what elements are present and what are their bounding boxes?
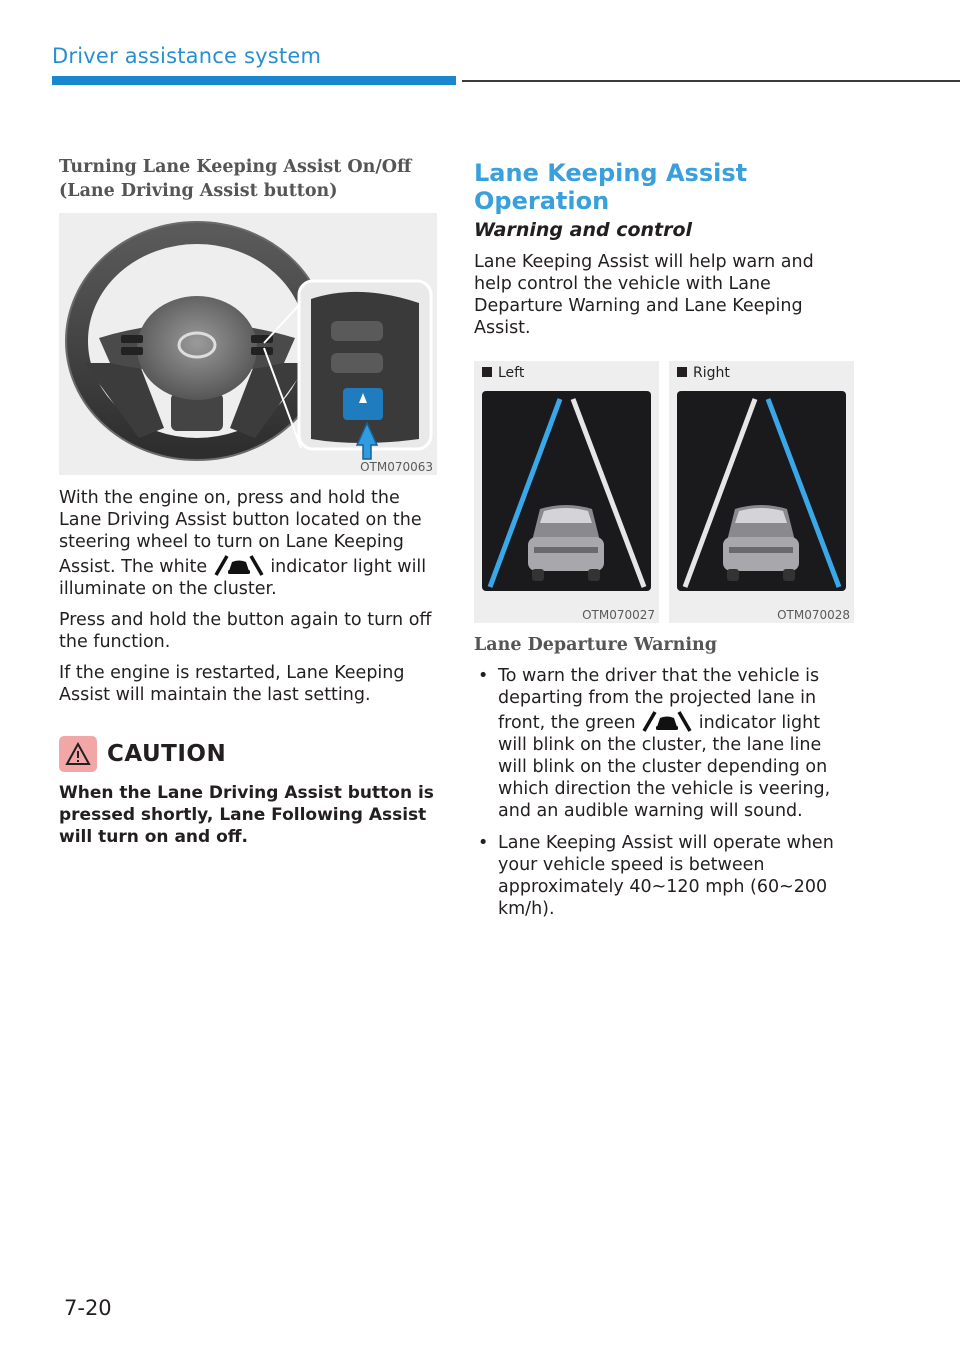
page-number: 7-20	[64, 1296, 112, 1320]
figure-code: OTM070063	[360, 460, 433, 474]
panel-label-text: Left	[498, 365, 525, 381]
caution-title: CAUTION	[107, 741, 227, 767]
lka-off-paragraph: Press and hold the button again to turn off the function.	[59, 610, 432, 652]
figure-code: OTM070027	[582, 608, 655, 622]
header-section-title: Driver assistance system	[52, 44, 322, 68]
ldw-bullet-list	[474, 665, 854, 920]
caution-header	[59, 736, 437, 772]
text-segment: indicator light will blink on the cluster, the lane line will blink on the cluster depending on which direction the vehicle is veering, and an audible warning will sound.	[498, 713, 831, 821]
text-segment: indicator light will illuminate on the cluster.	[59, 557, 427, 599]
lka-instructions-paragraph	[59, 487, 437, 600]
heading-line-2: (Lane Driving Assist button)	[59, 181, 338, 201]
right-column	[474, 155, 854, 930]
panel-label	[482, 365, 524, 381]
header-accent-bar	[52, 76, 456, 85]
left-column	[59, 155, 437, 848]
text-segment: Lane Keeping Assist will operate when your vehicle speed is between approximately 40~120 mph (60~200 km/h).	[498, 833, 834, 919]
intro-paragraph: Lane Keeping Assist will help warn and help control the vehicle with Lane Departure Warning and Lane Keeping Assist.	[474, 252, 814, 338]
text-segment: To warn the driver that the vehicle is departing from the projected lane in front, the green	[498, 666, 820, 733]
text-segment: With the engine on, press and hold the Lane Driving Assist button located on the steering wheel to turn on Lane Keeping Assist. The white	[59, 488, 422, 577]
lane-display-figures	[474, 361, 854, 623]
heading-line-1: Turning Lane Keeping Assist On/Off	[59, 157, 412, 177]
header-divider-line	[462, 80, 960, 82]
lane-keeping-indicator-icon	[213, 553, 265, 577]
section-title: Lane Keeping Assist Operation	[474, 159, 748, 215]
bullet-dot: •	[478, 666, 489, 686]
lane-keeping-indicator-icon	[641, 709, 693, 733]
figure-code: OTM070028	[777, 608, 850, 622]
steering-wheel-image	[59, 213, 437, 475]
lane-departure-warning-heading: Lane Departure Warning	[474, 635, 717, 655]
lka-restart-paragraph: If the engine is restarted, Lane Keeping Assist will maintain the last setting.	[59, 663, 405, 705]
sub-title: Warning and control	[474, 219, 693, 241]
panel-right	[669, 361, 854, 623]
lane-display-image	[482, 391, 651, 591]
panel-label-text: Right	[693, 365, 730, 381]
bullet-dot: •	[478, 833, 489, 853]
list-item	[474, 665, 854, 822]
panel-label	[677, 365, 730, 381]
lane-display-image	[677, 391, 846, 591]
lka-on-off-heading	[59, 155, 437, 203]
list-item	[474, 832, 854, 920]
warning-triangle-icon	[59, 736, 97, 772]
steering-wheel-figure	[59, 213, 437, 475]
caution-text: When the Lane Driving Assist button is pressed shortly, Lane Following Assist will turn on and off.	[59, 783, 434, 847]
panel-left	[474, 361, 659, 623]
